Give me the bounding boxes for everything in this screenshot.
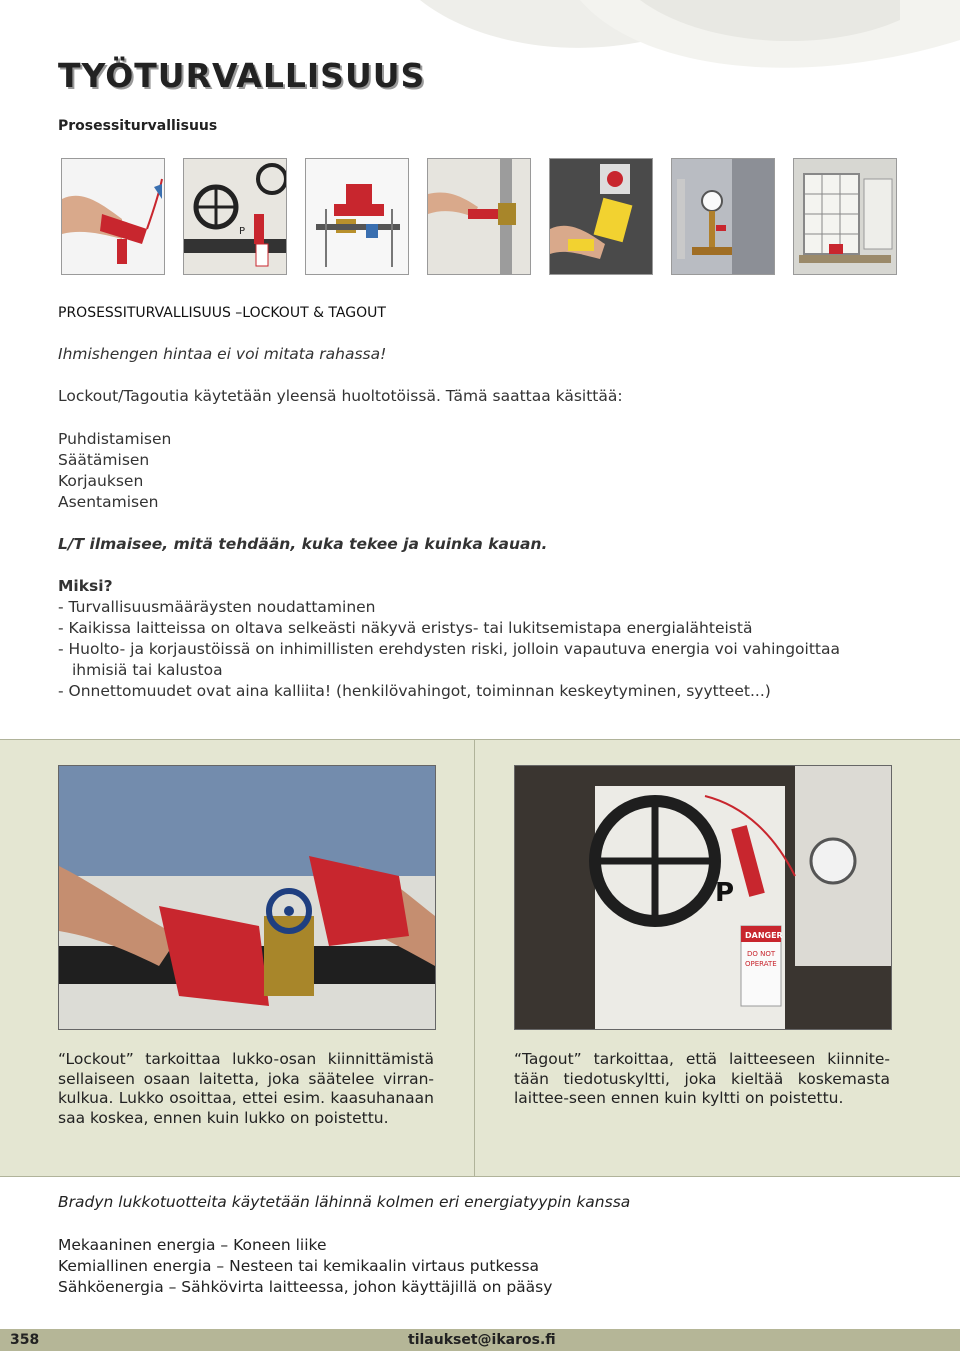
- tag-donot: DO NOT: [747, 950, 776, 958]
- ibc-container-thumb: [793, 158, 897, 275]
- tag-danger: DANGER: [745, 931, 783, 940]
- tag-operate: OPERATE: [745, 960, 777, 968]
- lockout-caption: “Lockout” tarkoittaa lukko-osan kiinnittämistä sellaiseen osaan laitetta, joka säätelee virran-kulkua. Lukko osoittaa, ettei esim. kaasuhanaan saa koskea, ennen kuin lukko on poistettu.: [58, 1050, 434, 1127]
- panel-divider: [474, 740, 475, 1176]
- footer-bar: [0, 1329, 960, 1351]
- hand-lockout-thumb: [61, 158, 165, 275]
- task-item: Korjauksen: [58, 472, 144, 490]
- tagout-caption: “Tagout” tarkoittaa, että laitteeseen kiinnite-tään tiedotuskyltti, joka kieltää koskemasta laittee-seen ennen kuin kyltti on poistettu.: [514, 1050, 890, 1107]
- page-title: TYÖTURVALLISUUS: [58, 56, 426, 95]
- lockout-photo: [58, 765, 436, 1030]
- reason-item: ihmisiä tai kalustoa: [72, 661, 223, 679]
- thumbnail-strip: [61, 158, 901, 275]
- page-number: 358: [10, 1332, 40, 1348]
- section-heading: PROSESSITURVALLISUUS –LOCKOUT & TAGOUT: [58, 305, 386, 321]
- info-panel: [0, 739, 960, 1177]
- isolation-tag-thumb: [549, 158, 653, 275]
- red-valve-lockout-thumb: [305, 158, 409, 275]
- task-item: Säätämisen: [58, 451, 150, 469]
- energy-lead: Bradyn lukkotuotteita käytetään lähinnä kolmen eri energiatyypin kanssa: [58, 1193, 631, 1211]
- reason-item: - Turvallisuusmääräysten noudattaminen: [58, 598, 376, 616]
- task-item: Puhdistamisen: [58, 430, 172, 448]
- energy-item: Sähköenergia – Sähkövirta laitteessa, johon käyttäjillä on pääsy: [58, 1278, 553, 1296]
- page-subtitle: Prosessiturvallisuus: [58, 118, 218, 134]
- energy-item: Kemiallinen energia – Nesteen tai kemikaalin virtaus putkessa: [58, 1257, 540, 1275]
- task-item: Asentamisen: [58, 493, 159, 511]
- order-email-link[interactable]: tilaukset@ikaros.fi: [408, 1332, 556, 1348]
- tagout-photo: [514, 765, 892, 1030]
- summary-text: L/T ilmaisee, mitä tehdään, kuka tekee ja kuinka kauan.: [58, 535, 548, 553]
- reason-item: - Kaikissa laitteissa on oltava selkeästi näkyvä eristys- tai lukitsemistapa energialähteistä: [58, 619, 753, 637]
- intro-text: Lockout/Tagoutia käytetään yleensä huoltotöissä. Tämä saattaa käsittää:: [58, 387, 623, 405]
- pipe-lockout-thumb: [427, 158, 531, 275]
- why-title: Miksi?: [58, 577, 113, 595]
- reason-item: - Onnettomuudet ovat aina kalliita! (henkilövahingot, toiminnan keskeytyminen, syytteet...): [58, 682, 771, 700]
- svg-text:P: P: [715, 878, 735, 908]
- svg-text:P: P: [239, 226, 246, 237]
- gauge-valves-thumb: [671, 158, 775, 275]
- energy-item: Mekaaninen energia – Koneen liike: [58, 1236, 327, 1254]
- reason-item: - Huolto- ja korjaustöissä on inhimillisten erehdysten riski, jolloin vapautuva energia voi vahingoittaa: [58, 640, 840, 658]
- motto: Ihmishengen hintaa ei voi mitata rahassa!: [58, 345, 387, 363]
- handwheel-valve-thumb: [183, 158, 287, 275]
